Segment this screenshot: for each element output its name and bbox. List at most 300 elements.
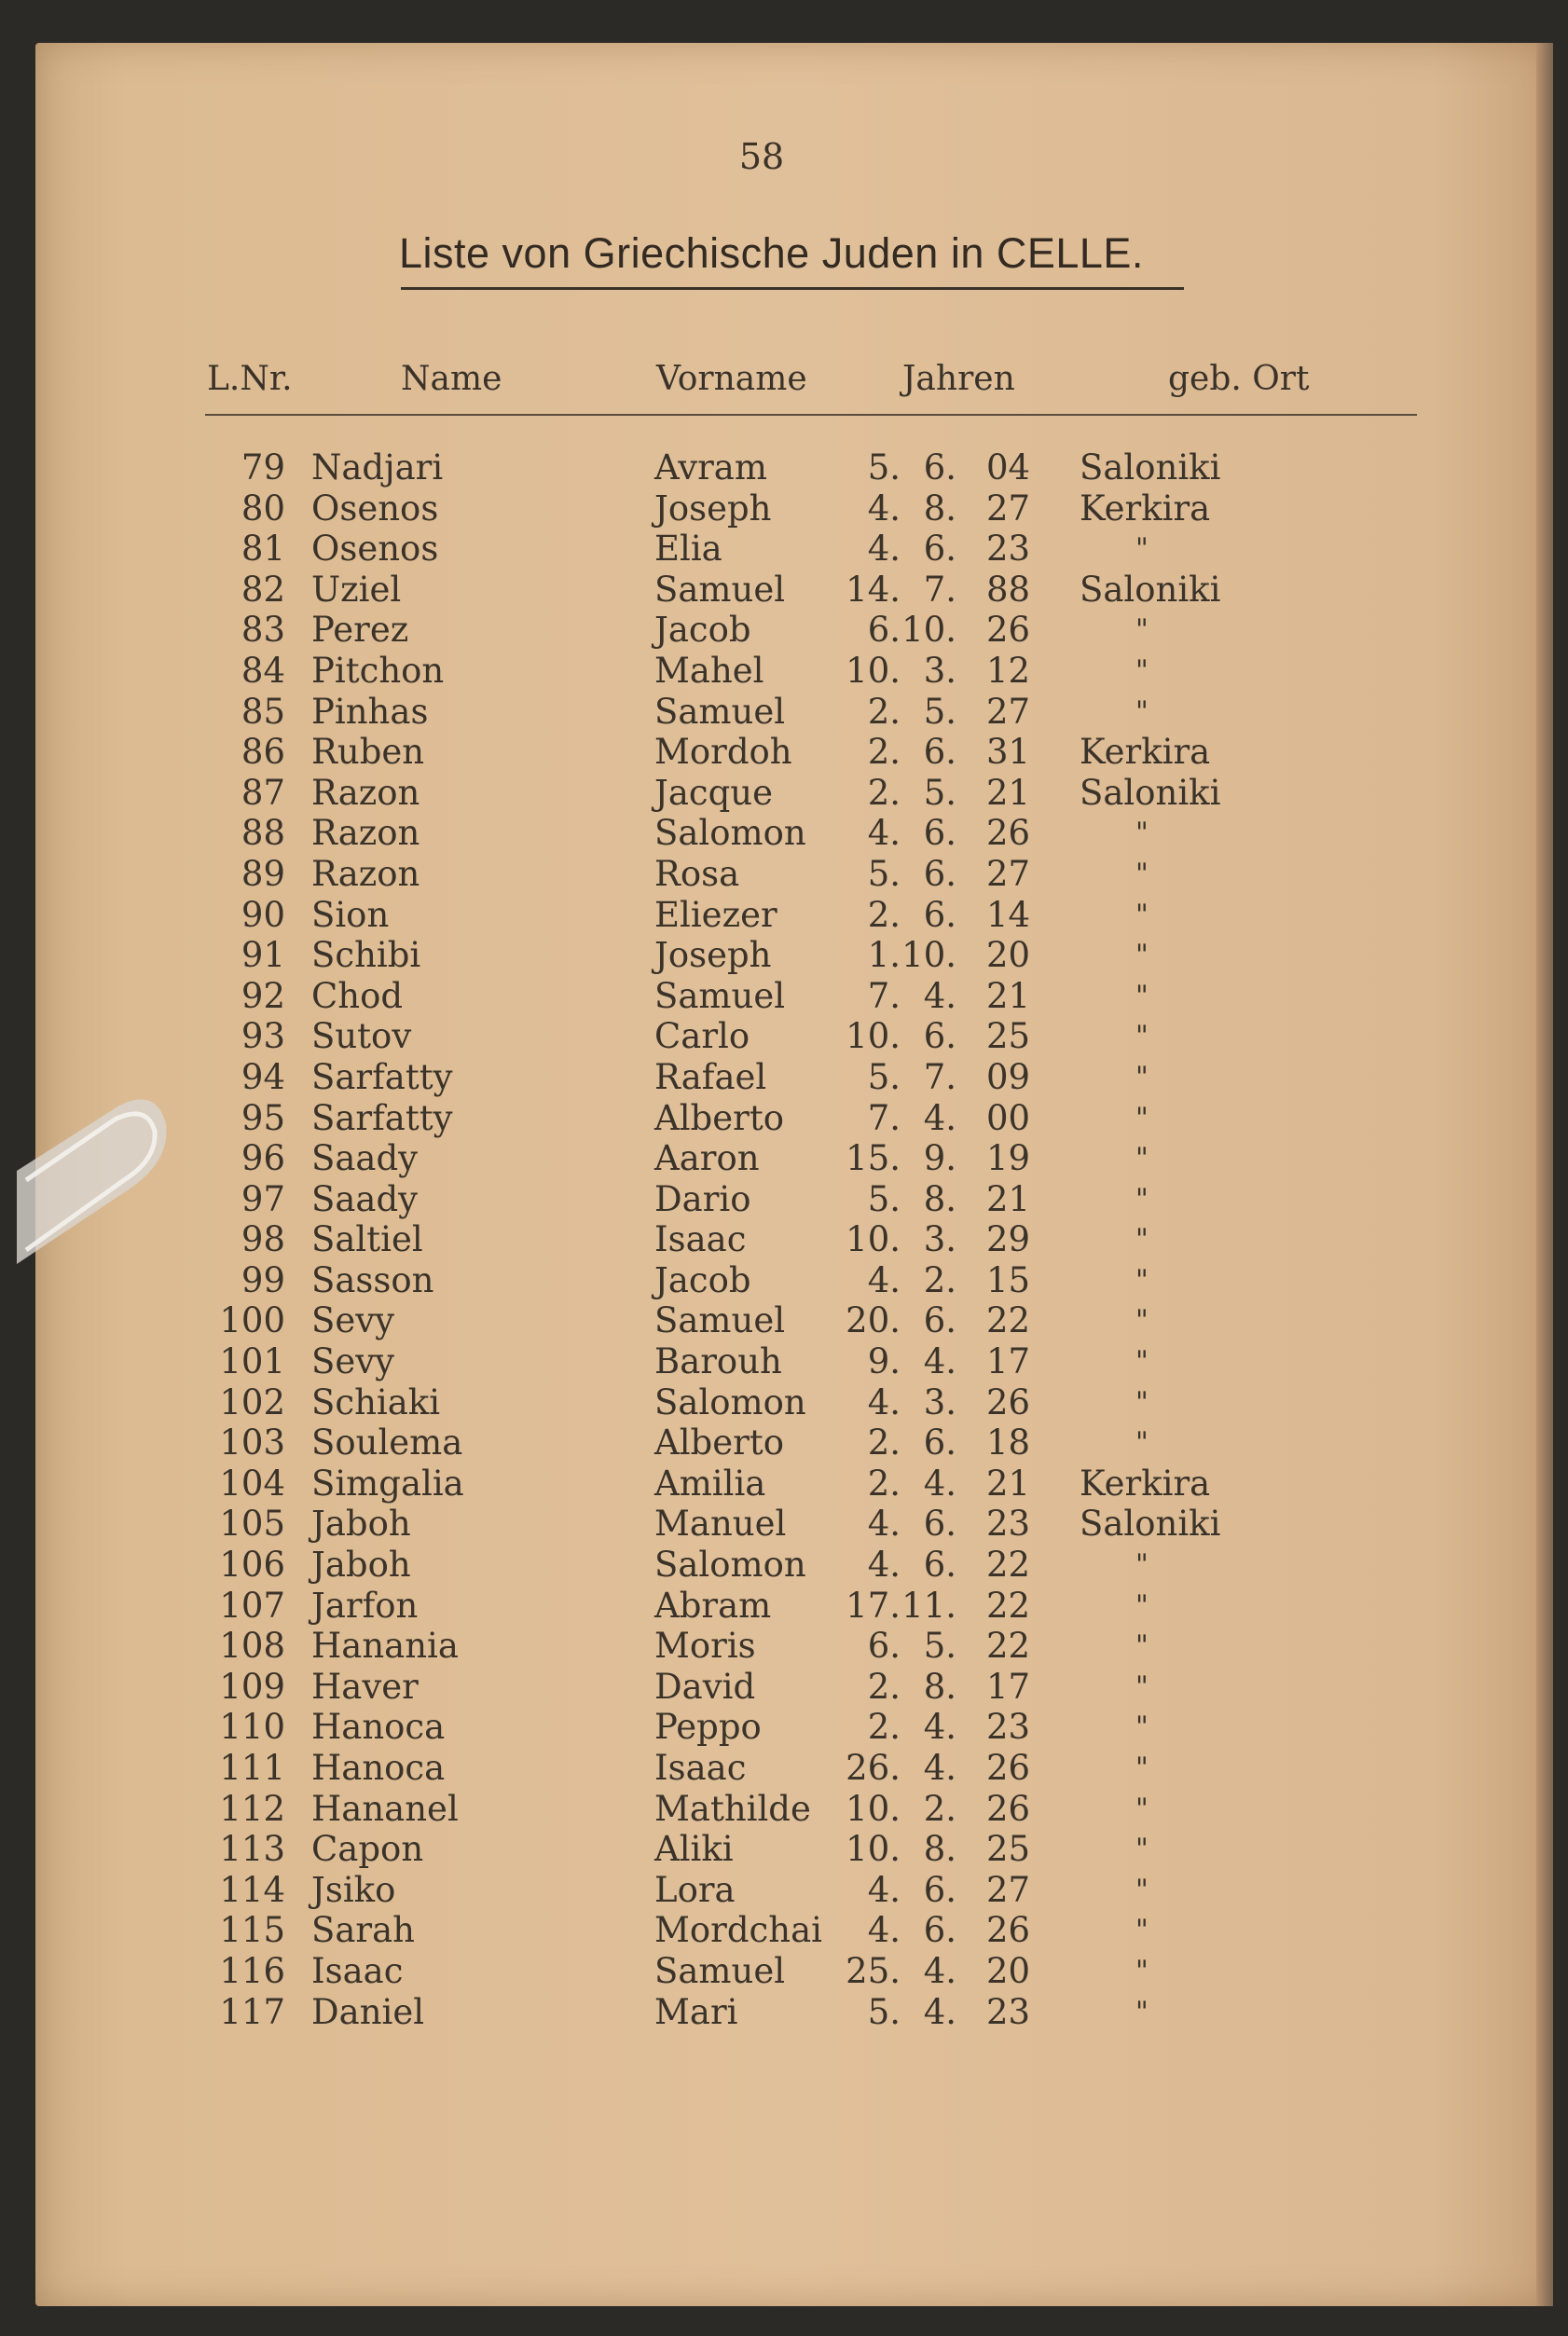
cell-day: 20. xyxy=(846,1300,901,1341)
cell-nr: 108 xyxy=(219,1626,285,1667)
cell-nr: 107 xyxy=(219,1585,285,1626)
cell-day: 4. xyxy=(867,488,901,529)
cell-vorname: Peppo xyxy=(654,1707,762,1748)
cell-name: Perez xyxy=(311,610,409,651)
page-number: 58 xyxy=(738,136,785,177)
cell-name: Uziel xyxy=(311,569,402,610)
table-row xyxy=(35,1707,1553,1748)
cell-nr: 84 xyxy=(241,650,285,691)
cell-year: 14 xyxy=(986,894,1031,935)
cell-day: 4. xyxy=(867,1259,901,1300)
table-row xyxy=(35,692,1553,733)
cell-vorname: Alberto xyxy=(654,1422,784,1463)
table-row xyxy=(35,1463,1553,1505)
cell-day: 4. xyxy=(867,813,901,854)
cell-name: Sarfatty xyxy=(311,1097,453,1138)
cell-day: 2. xyxy=(867,691,901,732)
cell-vorname: Carlo xyxy=(654,1016,750,1057)
cell-name: Hanoca xyxy=(311,1707,446,1748)
cell-ort: " xyxy=(1135,1914,1148,1947)
cell-day: 26. xyxy=(846,1748,901,1788)
table-row xyxy=(35,488,1553,529)
cell-ort: " xyxy=(1135,1101,1148,1134)
table-row xyxy=(35,976,1553,1017)
cell-day: 2. xyxy=(867,894,901,935)
table-row xyxy=(35,1382,1553,1423)
cell-name: Isaac xyxy=(311,1950,404,1991)
cell-year: 21 xyxy=(986,1463,1031,1504)
cell-month: 6. xyxy=(923,894,956,935)
cell-name: Sarah xyxy=(311,1910,415,1951)
cell-nr: 93 xyxy=(241,1016,285,1057)
cell-nr: 111 xyxy=(219,1748,285,1788)
cell-nr: 89 xyxy=(241,853,285,894)
table-row xyxy=(35,732,1553,773)
cell-year: 26 xyxy=(986,1381,1031,1422)
cell-day: 10. xyxy=(846,1829,901,1870)
cell-ort: " xyxy=(1135,817,1148,850)
cell-ort: " xyxy=(1135,1223,1148,1257)
cell-year: 29 xyxy=(986,1219,1031,1260)
cell-ort: " xyxy=(1135,1142,1148,1175)
cell-ort: " xyxy=(1135,1182,1148,1216)
cell-day: 2. xyxy=(867,1707,901,1748)
cell-ort: " xyxy=(1135,1345,1148,1379)
cell-vorname: Jacob xyxy=(654,610,751,651)
cell-ort: Saloniki xyxy=(1080,569,1221,610)
cell-ort: " xyxy=(1135,1954,1148,1987)
cell-name: Sevy xyxy=(311,1300,395,1341)
cell-nr: 87 xyxy=(241,772,285,813)
cell-ort: Saloniki xyxy=(1080,447,1221,488)
cell-vorname: Aliki xyxy=(654,1829,734,1870)
cell-name: Hanoca xyxy=(311,1748,446,1788)
cell-name: Capon xyxy=(311,1829,424,1870)
cell-nr: 117 xyxy=(219,1991,285,2032)
table-row xyxy=(35,1098,1553,1139)
cell-name: Nadjari xyxy=(311,447,444,488)
cell-name: Osenos xyxy=(311,488,439,529)
cell-month: 6. xyxy=(923,447,956,488)
cell-day: 9. xyxy=(867,1341,901,1382)
cell-day: 15. xyxy=(846,1138,901,1179)
cell-month: 4. xyxy=(923,975,956,1016)
cell-name: Ruben xyxy=(311,732,425,773)
cell-ort: Saloniki xyxy=(1080,772,1221,813)
cell-month: 6. xyxy=(923,813,956,854)
cell-ort: " xyxy=(1135,898,1148,931)
cell-year: 04 xyxy=(986,447,1031,488)
cell-nr: 88 xyxy=(241,813,285,854)
cell-month: 8. xyxy=(923,1178,956,1219)
cell-month: 4. xyxy=(923,1463,956,1504)
cell-ort: " xyxy=(1135,1304,1148,1338)
cell-year: 26 xyxy=(986,813,1031,854)
cell-name: Sasson xyxy=(311,1259,434,1300)
cell-name: Haver xyxy=(311,1666,419,1707)
cell-year: 25 xyxy=(986,1016,1031,1057)
cell-nr: 97 xyxy=(241,1178,285,1219)
cell-vorname: Mathilde xyxy=(654,1788,811,1829)
cell-vorname: Alberto xyxy=(654,1097,784,1138)
cell-nr: 81 xyxy=(241,529,285,570)
cell-name: Jarfon xyxy=(311,1585,419,1626)
cell-year: 25 xyxy=(986,1829,1031,1870)
table-row xyxy=(35,1667,1553,1708)
cell-name: Jaboh xyxy=(311,1504,411,1545)
cell-vorname: Dario xyxy=(654,1178,751,1219)
cell-vorname: Isaac xyxy=(654,1219,747,1260)
cell-name: Hanania xyxy=(311,1626,459,1667)
cell-day: 2. xyxy=(867,732,901,773)
table-row xyxy=(35,773,1553,814)
header-rule xyxy=(205,414,1417,416)
cell-month: 6. xyxy=(923,1545,956,1586)
cell-day: 4. xyxy=(867,1910,901,1951)
cell-name: Saady xyxy=(311,1178,419,1219)
table-row xyxy=(35,1179,1553,1220)
table-row xyxy=(35,1057,1553,1098)
cell-month: 3. xyxy=(923,650,956,691)
cell-vorname: Abram xyxy=(654,1585,772,1626)
cell-ort: Kerkira xyxy=(1080,488,1211,529)
cell-day: 2. xyxy=(867,1463,901,1504)
cell-month: 4. xyxy=(923,1950,956,1991)
cell-nr: 79 xyxy=(241,447,285,488)
cell-day: 4. xyxy=(867,1545,901,1586)
table-row xyxy=(35,1586,1553,1627)
cell-day: 7. xyxy=(867,975,901,1016)
cell-day: 6. xyxy=(867,610,901,651)
cell-month: 10. xyxy=(901,935,956,976)
cell-ort: " xyxy=(1135,532,1148,566)
cell-vorname: Aaron xyxy=(654,1138,760,1179)
cell-vorname: Avram xyxy=(654,447,767,488)
cell-nr: 101 xyxy=(219,1341,285,1382)
cell-nr: 112 xyxy=(219,1788,285,1829)
cell-name: Soulema xyxy=(311,1422,463,1463)
cell-year: 00 xyxy=(986,1097,1031,1138)
cell-ort: " xyxy=(1135,1670,1148,1703)
table-row xyxy=(35,1422,1553,1463)
cell-year: 26 xyxy=(986,1788,1031,1829)
cell-ort: " xyxy=(1135,1263,1148,1297)
cell-year: 23 xyxy=(986,529,1031,570)
cell-ort: " xyxy=(1135,1020,1148,1053)
table-row xyxy=(35,1870,1553,1911)
cell-vorname: Barouh xyxy=(654,1341,782,1382)
cell-month: 9. xyxy=(923,1138,956,1179)
cell-ort: " xyxy=(1135,1792,1148,1825)
cell-name: Jaboh xyxy=(311,1545,411,1586)
table-row xyxy=(35,1992,1553,2033)
cell-day: 17. xyxy=(846,1585,901,1626)
cell-day: 25. xyxy=(846,1950,901,1991)
cell-name: Sevy xyxy=(311,1341,395,1382)
cell-month: 5. xyxy=(923,1626,956,1667)
cell-name: Razon xyxy=(311,813,420,854)
table-row xyxy=(35,651,1553,692)
cell-day: 4. xyxy=(867,529,901,570)
cell-month: 11. xyxy=(901,1585,956,1626)
cell-nr: 104 xyxy=(219,1463,285,1504)
table-row xyxy=(35,854,1553,895)
table-row xyxy=(35,1545,1553,1586)
cell-year: 20 xyxy=(986,935,1031,976)
cell-name: Sarfatty xyxy=(311,1056,453,1097)
title-underline xyxy=(401,287,1184,290)
cell-ort: " xyxy=(1135,1385,1148,1419)
cell-year: 17 xyxy=(986,1341,1031,1382)
cell-name: Sutov xyxy=(311,1016,412,1057)
cell-day: 5. xyxy=(867,1056,901,1097)
cell-ort: " xyxy=(1135,1873,1148,1906)
table-row xyxy=(35,570,1553,611)
cell-vorname: Isaac xyxy=(654,1748,747,1788)
cell-vorname: Salomon xyxy=(654,1381,806,1422)
cell-nr: 83 xyxy=(241,610,285,651)
cell-ort: " xyxy=(1135,979,1148,1012)
cell-nr: 82 xyxy=(241,569,285,610)
cell-ort: " xyxy=(1135,1426,1148,1460)
cell-name: Schibi xyxy=(311,935,421,976)
cell-name: Jsiko xyxy=(311,1869,396,1910)
table-row xyxy=(35,813,1553,854)
cell-name: Razon xyxy=(311,772,420,813)
cell-year: 15 xyxy=(986,1259,1031,1300)
cell-ort: " xyxy=(1135,1711,1148,1744)
cell-month: 4. xyxy=(923,1707,956,1748)
cell-month: 4. xyxy=(923,1341,956,1382)
cell-month: 5. xyxy=(923,691,956,732)
cell-day: 10. xyxy=(846,1016,901,1057)
cell-year: 17 xyxy=(986,1666,1031,1707)
cell-day: 5. xyxy=(867,1178,901,1219)
cell-vorname: Amilia xyxy=(654,1463,766,1504)
cell-nr: 90 xyxy=(241,894,285,935)
cell-vorname: Samuel xyxy=(654,569,786,610)
cell-day: 10. xyxy=(846,1788,901,1829)
cell-day: 10. xyxy=(846,650,901,691)
cell-year: 22 xyxy=(986,1585,1031,1626)
table-row xyxy=(35,1219,1553,1260)
table-row xyxy=(35,1504,1553,1545)
cell-nr: 102 xyxy=(219,1381,285,1422)
cell-name: Saltiel xyxy=(311,1219,423,1260)
cell-vorname: Lora xyxy=(654,1869,736,1910)
cell-month: 6. xyxy=(923,853,956,894)
cell-year: 23 xyxy=(986,1707,1031,1748)
cell-month: 2. xyxy=(923,1788,956,1829)
cell-name: Chod xyxy=(311,975,404,1016)
table-row xyxy=(35,1260,1553,1301)
document-page xyxy=(35,43,1553,2306)
cell-vorname: Salomon xyxy=(654,813,806,854)
cell-year: 23 xyxy=(986,1504,1031,1545)
cell-vorname: Joseph xyxy=(654,488,772,529)
cell-month: 4. xyxy=(923,1097,956,1138)
table-row xyxy=(35,1829,1553,1870)
cell-nr: 80 xyxy=(241,488,285,529)
cell-month: 7. xyxy=(923,569,956,610)
cell-ort: " xyxy=(1135,1548,1148,1582)
cell-day: 5. xyxy=(867,447,901,488)
cell-day: 2. xyxy=(867,1666,901,1707)
cell-month: 8. xyxy=(923,1829,956,1870)
cell-month: 6. xyxy=(923,1300,956,1341)
cell-ort: " xyxy=(1135,1588,1148,1622)
header-vorname: Vorname xyxy=(656,360,807,398)
cell-day: 2. xyxy=(867,772,901,813)
cell-day: 4. xyxy=(867,1381,901,1422)
cell-nr: 86 xyxy=(241,732,285,773)
cell-name: Simgalia xyxy=(311,1463,464,1504)
cell-year: 20 xyxy=(986,1950,1031,1991)
cell-name: Schiaki xyxy=(311,1381,441,1422)
cell-name: Hananel xyxy=(311,1788,459,1829)
header-ort: geb. Ort xyxy=(1168,360,1310,398)
cell-ort: " xyxy=(1135,694,1148,728)
cell-ort: " xyxy=(1135,613,1148,647)
cell-year: 12 xyxy=(986,650,1031,691)
page-title: Liste von Griechische Juden in CELLE. xyxy=(399,229,1144,277)
table-row xyxy=(35,1138,1553,1179)
cell-nr: 98 xyxy=(241,1219,285,1260)
cell-month: 3. xyxy=(923,1219,956,1260)
cell-month: 6. xyxy=(923,529,956,570)
cell-vorname: Jacque xyxy=(654,772,774,813)
cell-ort: " xyxy=(1135,653,1148,687)
cell-name: Osenos xyxy=(311,529,439,570)
table-row xyxy=(35,1789,1553,1830)
cell-year: 27 xyxy=(986,488,1031,529)
cell-month: 7. xyxy=(923,1056,956,1097)
cell-nr: 114 xyxy=(219,1869,285,1910)
cell-year: 21 xyxy=(986,975,1031,1016)
table-row xyxy=(35,1951,1553,1992)
cell-year: 31 xyxy=(986,732,1031,773)
cell-month: 8. xyxy=(923,1666,956,1707)
cell-ort: " xyxy=(1135,1995,1148,2028)
cell-month: 3. xyxy=(923,1381,956,1422)
cell-year: 22 xyxy=(986,1626,1031,1667)
header-name: Name xyxy=(401,360,502,398)
cell-vorname: Manuel xyxy=(654,1504,787,1545)
cell-nr: 103 xyxy=(219,1422,285,1463)
cell-vorname: Moris xyxy=(654,1626,756,1667)
cell-nr: 91 xyxy=(241,935,285,976)
cell-ort: Saloniki xyxy=(1080,1504,1221,1545)
cell-month: 6. xyxy=(923,1504,956,1545)
table-row xyxy=(35,1910,1553,1951)
table-row xyxy=(35,1626,1553,1667)
cell-ort: " xyxy=(1135,1060,1148,1093)
cell-name: Razon xyxy=(311,853,420,894)
cell-ort: " xyxy=(1135,939,1148,972)
cell-month: 6. xyxy=(923,1422,956,1463)
cell-vorname: Samuel xyxy=(654,691,786,732)
cell-nr: 85 xyxy=(241,691,285,732)
cell-month: 8. xyxy=(923,488,956,529)
cell-month: 10. xyxy=(901,610,956,651)
cell-vorname: Mahel xyxy=(654,650,764,691)
header-nr: L.Nr. xyxy=(207,360,293,398)
cell-month: 5. xyxy=(923,772,956,813)
cell-nr: 110 xyxy=(219,1707,285,1748)
cell-vorname: Joseph xyxy=(654,935,772,976)
cell-ort: " xyxy=(1135,1752,1148,1784)
cell-day: 7. xyxy=(867,1097,901,1138)
cell-nr: 105 xyxy=(219,1504,285,1545)
cell-nr: 95 xyxy=(241,1097,285,1138)
cell-ort: Kerkira xyxy=(1080,1463,1211,1504)
cell-day: 14. xyxy=(846,569,901,610)
cell-ort: " xyxy=(1135,857,1148,890)
cell-ort: " xyxy=(1135,1833,1148,1866)
cell-year: 88 xyxy=(986,569,1031,610)
cell-nr: 115 xyxy=(219,1910,285,1951)
table-row xyxy=(35,1300,1553,1341)
cell-month: 4. xyxy=(923,1748,956,1788)
cell-vorname: Mari xyxy=(654,1991,738,2032)
cell-vorname: Samuel xyxy=(654,975,786,1016)
cell-vorname: Mordoh xyxy=(654,732,792,773)
table-body xyxy=(35,447,1553,2032)
cell-nr: 106 xyxy=(219,1545,285,1586)
cell-year: 21 xyxy=(986,772,1031,813)
cell-vorname: Samuel xyxy=(654,1950,786,1991)
cell-nr: 100 xyxy=(219,1300,285,1341)
cell-month: 6. xyxy=(923,732,956,773)
cell-ort: " xyxy=(1135,1629,1148,1663)
table-row xyxy=(35,935,1553,976)
cell-month: 6. xyxy=(923,1910,956,1951)
cell-month: 6. xyxy=(923,1869,956,1910)
cell-year: 18 xyxy=(986,1422,1031,1463)
cell-ort: Kerkira xyxy=(1080,732,1211,773)
cell-vorname: Eliezer xyxy=(654,894,777,935)
cell-name: Pinhas xyxy=(311,691,429,732)
cell-year: 22 xyxy=(986,1300,1031,1341)
cell-day: 10. xyxy=(846,1219,901,1260)
cell-year: 26 xyxy=(986,1910,1031,1951)
table-row xyxy=(35,1341,1553,1382)
cell-name: Pitchon xyxy=(311,650,445,691)
cell-nr: 92 xyxy=(241,975,285,1016)
cell-nr: 116 xyxy=(219,1950,285,1991)
cell-nr: 113 xyxy=(219,1829,285,1870)
table-row xyxy=(35,610,1553,651)
cell-name: Sion xyxy=(311,894,390,935)
cell-day: 4. xyxy=(867,1504,901,1545)
cell-vorname: Rafael xyxy=(654,1056,767,1097)
cell-vorname: Samuel xyxy=(654,1300,786,1341)
cell-day: 6. xyxy=(867,1626,901,1667)
cell-vorname: Salomon xyxy=(654,1545,806,1586)
paper-clip xyxy=(17,1087,213,1273)
cell-year: 09 xyxy=(986,1056,1031,1097)
cell-name: Daniel xyxy=(311,1991,425,2032)
table-row xyxy=(35,1748,1553,1789)
cell-vorname: David xyxy=(654,1666,756,1707)
cell-day: 4. xyxy=(867,1869,901,1910)
cell-year: 27 xyxy=(986,853,1031,894)
header-jahren: Jahren xyxy=(902,360,1015,398)
cell-vorname: Rosa xyxy=(654,853,740,894)
cell-day: 1. xyxy=(867,935,901,976)
cell-year: 27 xyxy=(986,1869,1031,1910)
table-row xyxy=(35,1016,1553,1057)
